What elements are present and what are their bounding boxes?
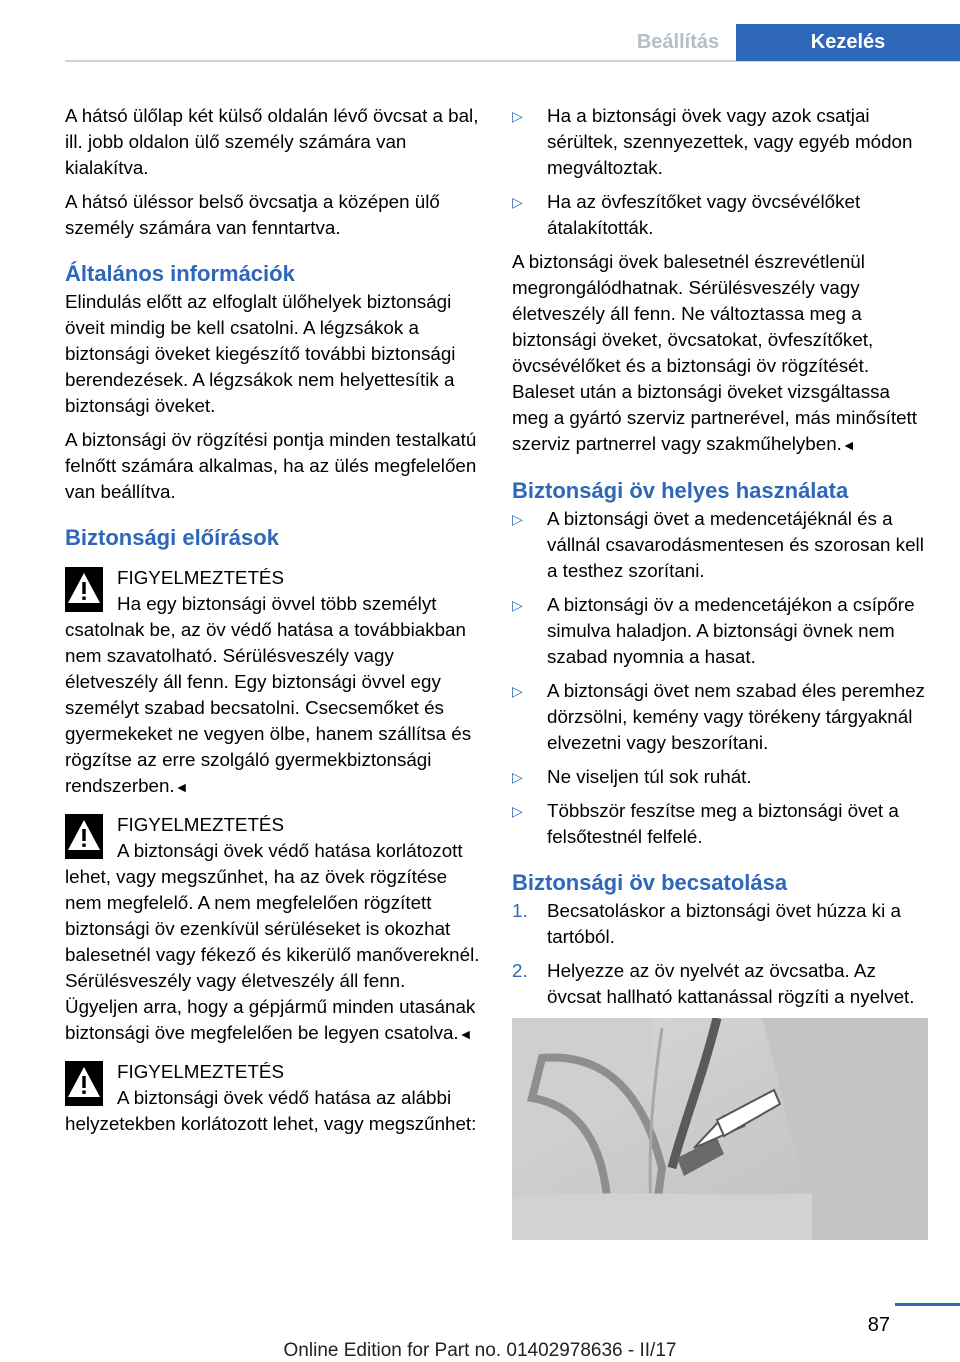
end-mark: ◄ — [174, 779, 189, 795]
heading-safety-instructions: Biztonsági előírások — [65, 525, 279, 550]
list-item-text: Ha az övfeszítőket vagy övcsévélőket átalakították. — [547, 191, 861, 238]
list-item-text: Ne viseljen túl sok ruhát. — [547, 766, 752, 787]
bullet-list-limits — [512, 103, 930, 241]
bullet-arrow-icon: ▷ — [512, 108, 523, 124]
warning-block — [65, 1059, 480, 1137]
step-number: 1. — [512, 900, 528, 921]
warning-block — [65, 565, 480, 800]
bullet-arrow-icon: ▷ — [512, 597, 523, 613]
warning-triangle-icon — [65, 567, 103, 612]
bullet-arrow-icon: ▷ — [512, 511, 523, 527]
list-item-text: A biztonsági öv a medencetájékon a csípőre simulva haladjon. A biztonsági övnek nem szabad nyomnia a hasat. — [547, 594, 915, 667]
left-column — [65, 103, 480, 1145]
warning-title: FIGYELMEZTETÉS — [117, 567, 284, 588]
tab-operation[interactable]: Kezelés — [736, 24, 960, 61]
paragraph-buckle-before-driving: Elindulás előtt az elfoglalt ülőhelyek biztonsági öveit mindig be kell csatolni. A légzsákok a biztonsági öveket kiegészítő további biztonsági berendezések. A légzsákok nem helyettesítik a biztonsági öveket. — [65, 291, 456, 416]
warning-text: A biztonsági övek védő hatása korlátozott lehet, vagy megszűnhet, ha az övek rögzítése nem megfelelő. A nem megfelelően rögzített biztonsági öv ezenkívül sérüléseket is okozhat balesetnél vagy fékező és kikerülő manővereknél. Sérülésveszély vagy életveszély áll fenn. Ügyeljen arra, hogy a gépjármű minden utasának biztonsági öve megfelelően be legyen csatolva. — [65, 840, 480, 1043]
list-item-text: Ha a biztonsági övek vagy azok csatjai sérültek, szennyezettek, vagy egyéb módon megváltoztak. — [547, 105, 913, 178]
bullet-arrow-icon: ▷ — [512, 683, 523, 699]
step-item — [512, 898, 930, 950]
heading-fasten-belt: Biztonsági öv becsatolása — [512, 870, 788, 895]
end-mark: ◄ — [841, 437, 856, 453]
end-mark: ◄ — [458, 1026, 473, 1042]
list-item — [512, 103, 930, 181]
paragraph-center-buckle: A hátsó üléssor belső övcsatja a középen ülő személy számára van fenntartva. — [65, 191, 440, 238]
paragraph-outer-buckles: A hátsó ülőlap két külső oldalán lévő övcsat a bal, ill. jobb oldalon ülő személy számára van kialakítva. — [65, 105, 479, 178]
seatbelt-buckle-photo — [512, 1018, 928, 1240]
warning-title: FIGYELMEZTETÉS — [117, 1061, 284, 1082]
step-text: Helyezze az öv nyelvét az övcsatba. Az övcsat hallható kattanással rögzíti a nyelvet. — [547, 960, 915, 1007]
step-item — [512, 958, 930, 1010]
list-item-text: Többször feszítse meg a biztonsági övet a felsőtestnél felfelé. — [547, 800, 899, 847]
list-item — [512, 189, 930, 241]
paragraph-anchor-point: A biztonsági öv rögzítési pontja minden testalkatú felnőtt számára alkalmas, ha az ülés megfelelően van beállítva. — [65, 429, 477, 502]
list-item — [512, 506, 930, 584]
steps-list — [512, 898, 930, 1010]
list-item — [512, 592, 930, 670]
right-column — [512, 103, 930, 1018]
list-item — [512, 678, 930, 756]
paragraph-accident-damage — [512, 249, 930, 458]
warning-title: FIGYELMEZTETÉS — [117, 814, 284, 835]
warning-text: Ha egy biztonsági övvel több személyt csatolnak be, az öv védő hatása a továbbiakban nem szavatolható. Sérülésveszély vagy életveszély áll fenn. Egy biztonsági övvel egy személyt szabad becsatolni. Csecsemőket és gyermekeket ne vegyen ölbe, hanem szállítsa és rögzítse az erre szolgáló gyermekbiztonsági rendszerben. — [65, 593, 472, 796]
warning-block — [65, 812, 480, 1047]
warning-triangle-icon — [65, 814, 103, 859]
tab-settings[interactable]: Beállítás — [636, 31, 720, 53]
bullet-arrow-icon: ▷ — [512, 194, 523, 210]
list-item-text: A biztonsági övet a medencetájéknál és a vállnál csavarodásmentesen és szorosan kell a testhez szorítani. — [547, 508, 924, 581]
paragraph-text: A biztonsági övek balesetnél észrevétlenül megrongálódhatnak. Sérülésveszély vagy életveszély áll fenn. Ne változtassa meg a biztonsági öveket, övcsatokat, övfeszítőket, övcsévélőket és a biztonsági öv rögzítését. Baleset után a biztonsági öveket vizsgáltassa meg a gyártó szerviz partnerével, más minősített szerviz partnerrel vagy szakműhelyben. — [512, 251, 917, 454]
step-text: Becsatoláskor a biztonsági övet húzza ki a tartóból. — [547, 900, 901, 947]
warning-text: A biztonsági övek védő hatása az alábbi helyzetekben korlátozott lehet, vagy megszűnhet: — [65, 1087, 477, 1134]
heading-general-information: Általános információk — [65, 261, 295, 286]
footer-accent-line — [895, 1303, 960, 1306]
bullet-arrow-icon: ▷ — [512, 803, 523, 819]
bullet-list-correct-use — [512, 506, 930, 850]
warning-triangle-icon — [65, 1061, 103, 1106]
edition-footer: Online Edition for Part no. 01402978636 - II/17 — [283, 1340, 677, 1361]
list-item — [512, 764, 930, 790]
heading-correct-use: Biztonsági öv helyes használata — [512, 478, 849, 503]
list-item — [512, 798, 930, 850]
bullet-arrow-icon: ▷ — [512, 769, 523, 785]
list-item-text: A biztonsági övet nem szabad éles peremhez dörzsölni, kemény vagy törékeny tárgyaknál elvezetni vagy beszorítani. — [547, 680, 925, 753]
step-number: 2. — [512, 960, 528, 981]
page-number: 87 — [867, 1314, 890, 1336]
